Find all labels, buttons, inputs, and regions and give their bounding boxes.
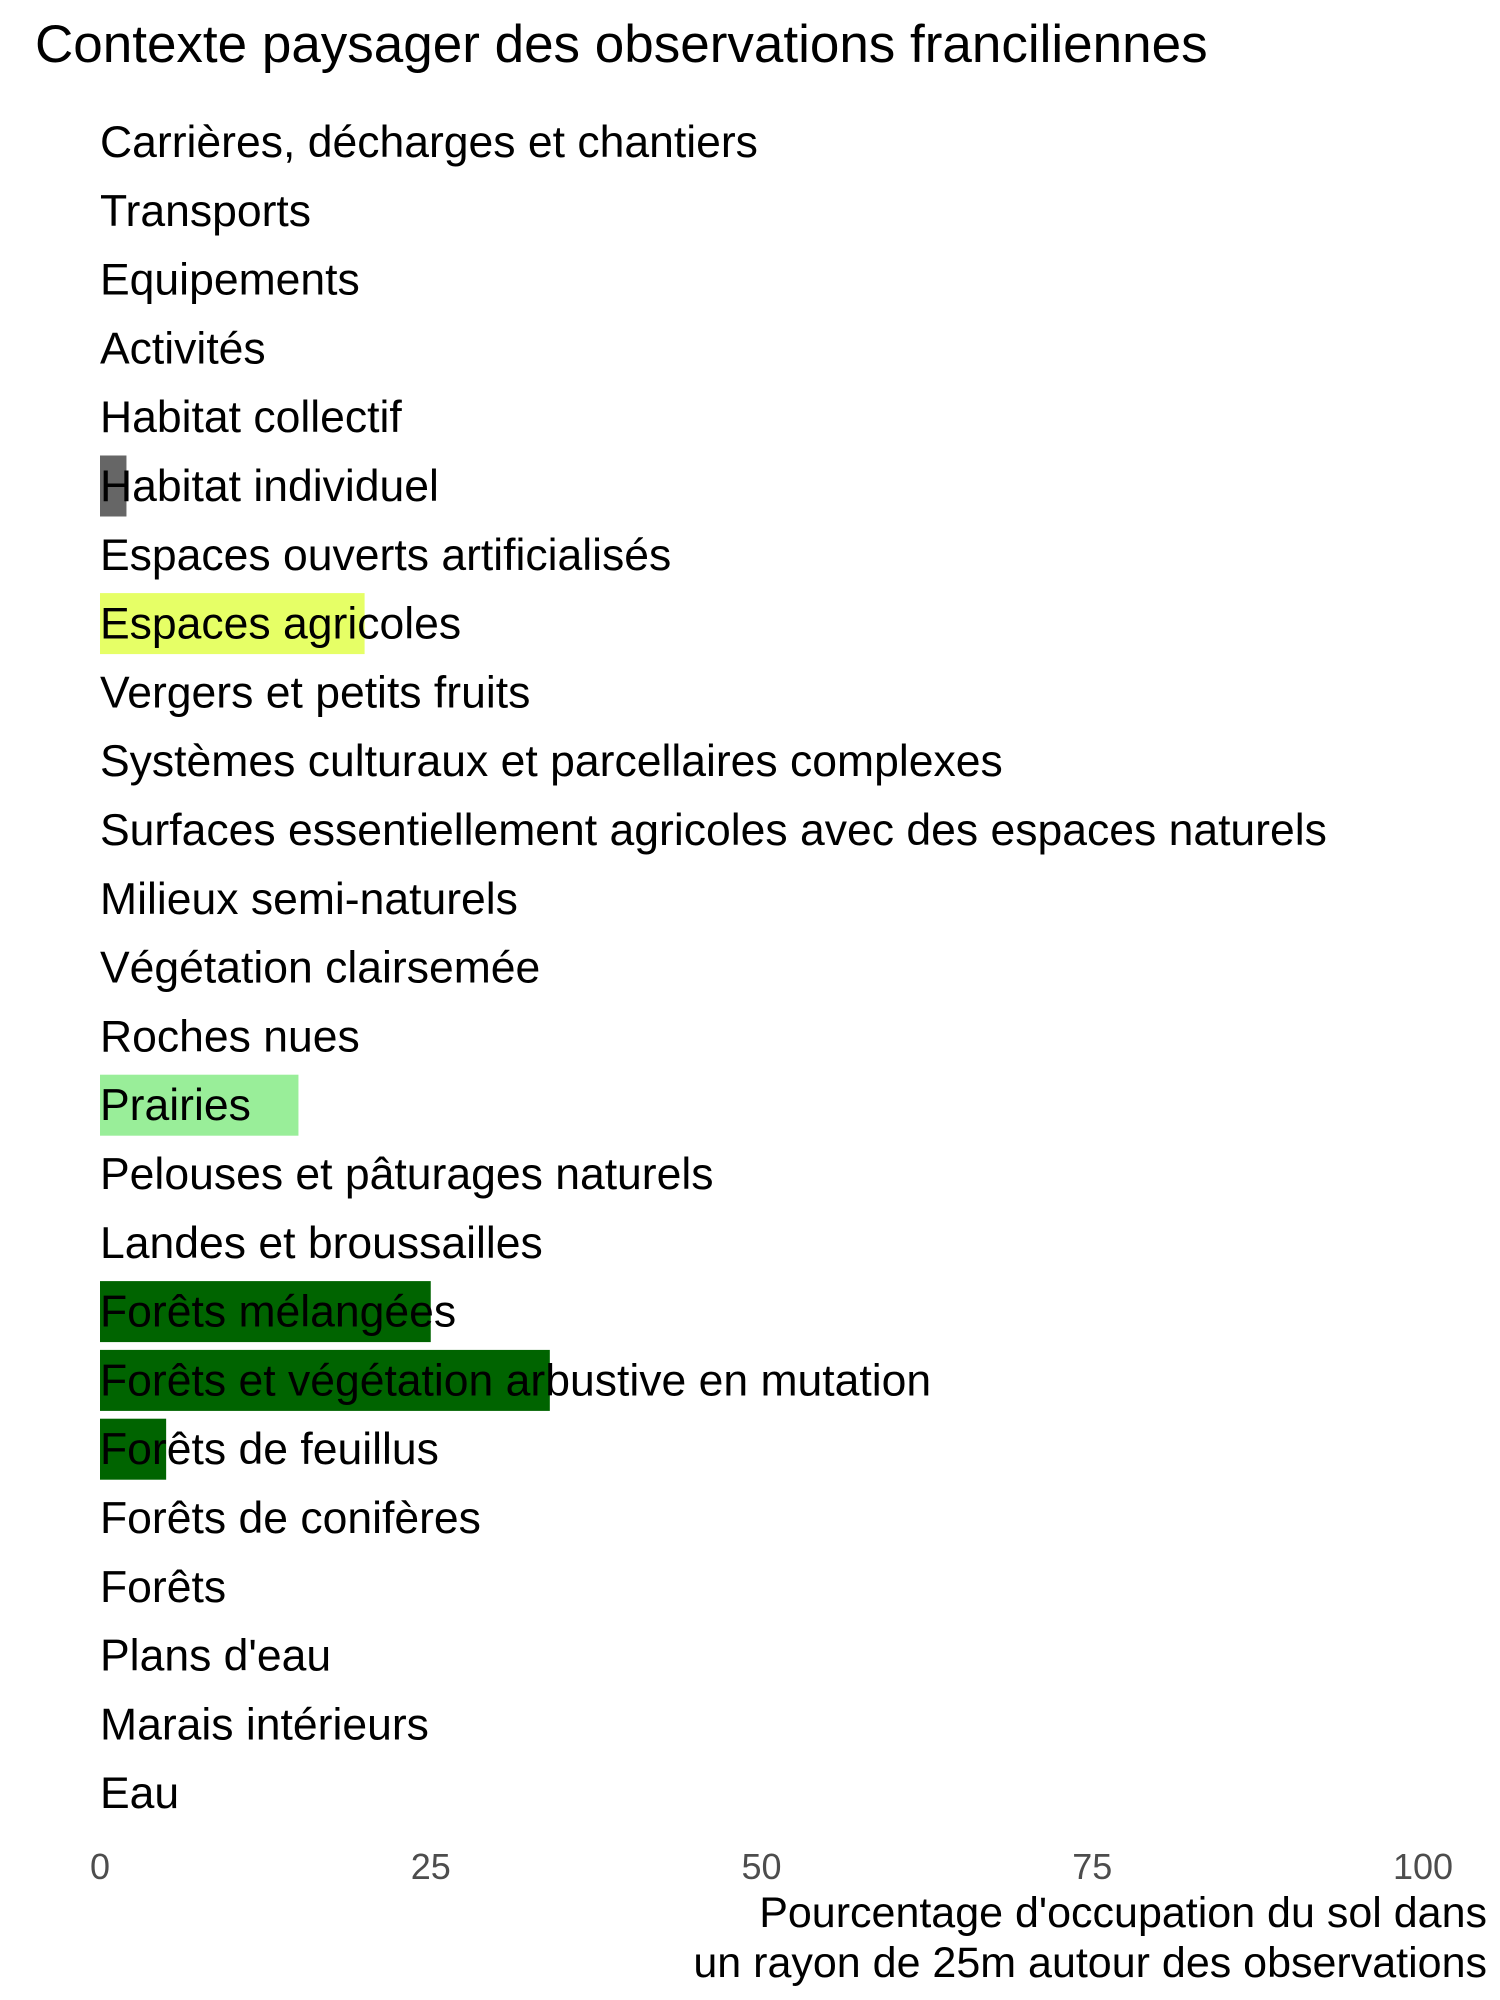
category-label-equipements: Equipements — [100, 255, 360, 305]
category-label-milieux-semi-naturels: Milieux semi-naturels — [100, 874, 518, 924]
category-label-forets-et-vegetation-arbustive-en-mutation: Forêts et végétation arbustive en mutation — [100, 1356, 932, 1406]
x-axis-title-line-1: Pourcentage d'occupation du sol dans — [759, 1889, 1487, 1937]
x-tick-label-25: 25 — [410, 1846, 451, 1887]
category-label-eau: Eau — [100, 1769, 180, 1819]
category-label-habitat-individuel: Habitat individuel — [100, 462, 439, 511]
x-tick-label-0: 0 — [89, 1846, 111, 1887]
x-tick-label-75: 75 — [1072, 1846, 1113, 1887]
category-label-espaces-agricoles: Espaces agricoles — [100, 599, 462, 649]
chart-title: Contexte paysager des observations franciliennes — [35, 15, 1208, 74]
category-label-forets-de-feuillus: Forêts de feuillus — [100, 1425, 439, 1475]
category-label-vergers-et-petits-fruits: Vergers et petits fruits — [100, 668, 531, 718]
category-label-carrieres-decharges-et-chantiers: Carrières, décharges et chantiers — [100, 118, 758, 167]
category-label-forets: Forêts — [100, 1562, 227, 1612]
category-label-vegetation-clairsemee: Végétation clairsemée — [100, 943, 541, 993]
x-tick-label-100: 100 — [1392, 1846, 1454, 1887]
category-label-marais-interieurs: Marais intérieurs — [100, 1700, 429, 1750]
x-tick-label-50: 50 — [741, 1846, 782, 1887]
x-axis-ticks-group — [90, 1846, 1453, 1887]
category-label-roches-nues: Roches nues — [100, 1012, 360, 1062]
category-label-habitat-collectif: Habitat collectif — [100, 393, 402, 443]
category-label-systemes-culturaux-et-parcellaires-complexes: Systèmes culturaux et parcellaires complexes — [100, 737, 1003, 787]
category-label-espaces-ouverts-artificialises: Espaces ouverts artificialisés — [100, 530, 672, 580]
category-labels-group — [100, 118, 1327, 1818]
category-label-plans-d-eau: Plans d'eau — [100, 1631, 332, 1681]
category-label-surfaces-essentiellement-agricoles-avec-des-espaces-naturels: Surfaces essentiellement agricoles avec des espaces naturels — [100, 806, 1327, 855]
category-label-prairies: Prairies — [100, 1081, 251, 1131]
category-label-transports: Transports — [100, 186, 312, 236]
category-label-forets-melangees: Forêts mélangées — [100, 1287, 457, 1337]
x-axis-title-line-2: un rayon de 25m autour des observations — [693, 1939, 1487, 1987]
category-label-landes-et-broussailles: Landes et broussailles — [100, 1218, 543, 1268]
category-label-pelouses-et-paturages-naturels: Pelouses et pâturages naturels — [100, 1150, 714, 1199]
category-label-activites: Activités — [100, 324, 266, 374]
category-label-forets-de-coniferes: Forêts de conifères — [100, 1494, 481, 1543]
